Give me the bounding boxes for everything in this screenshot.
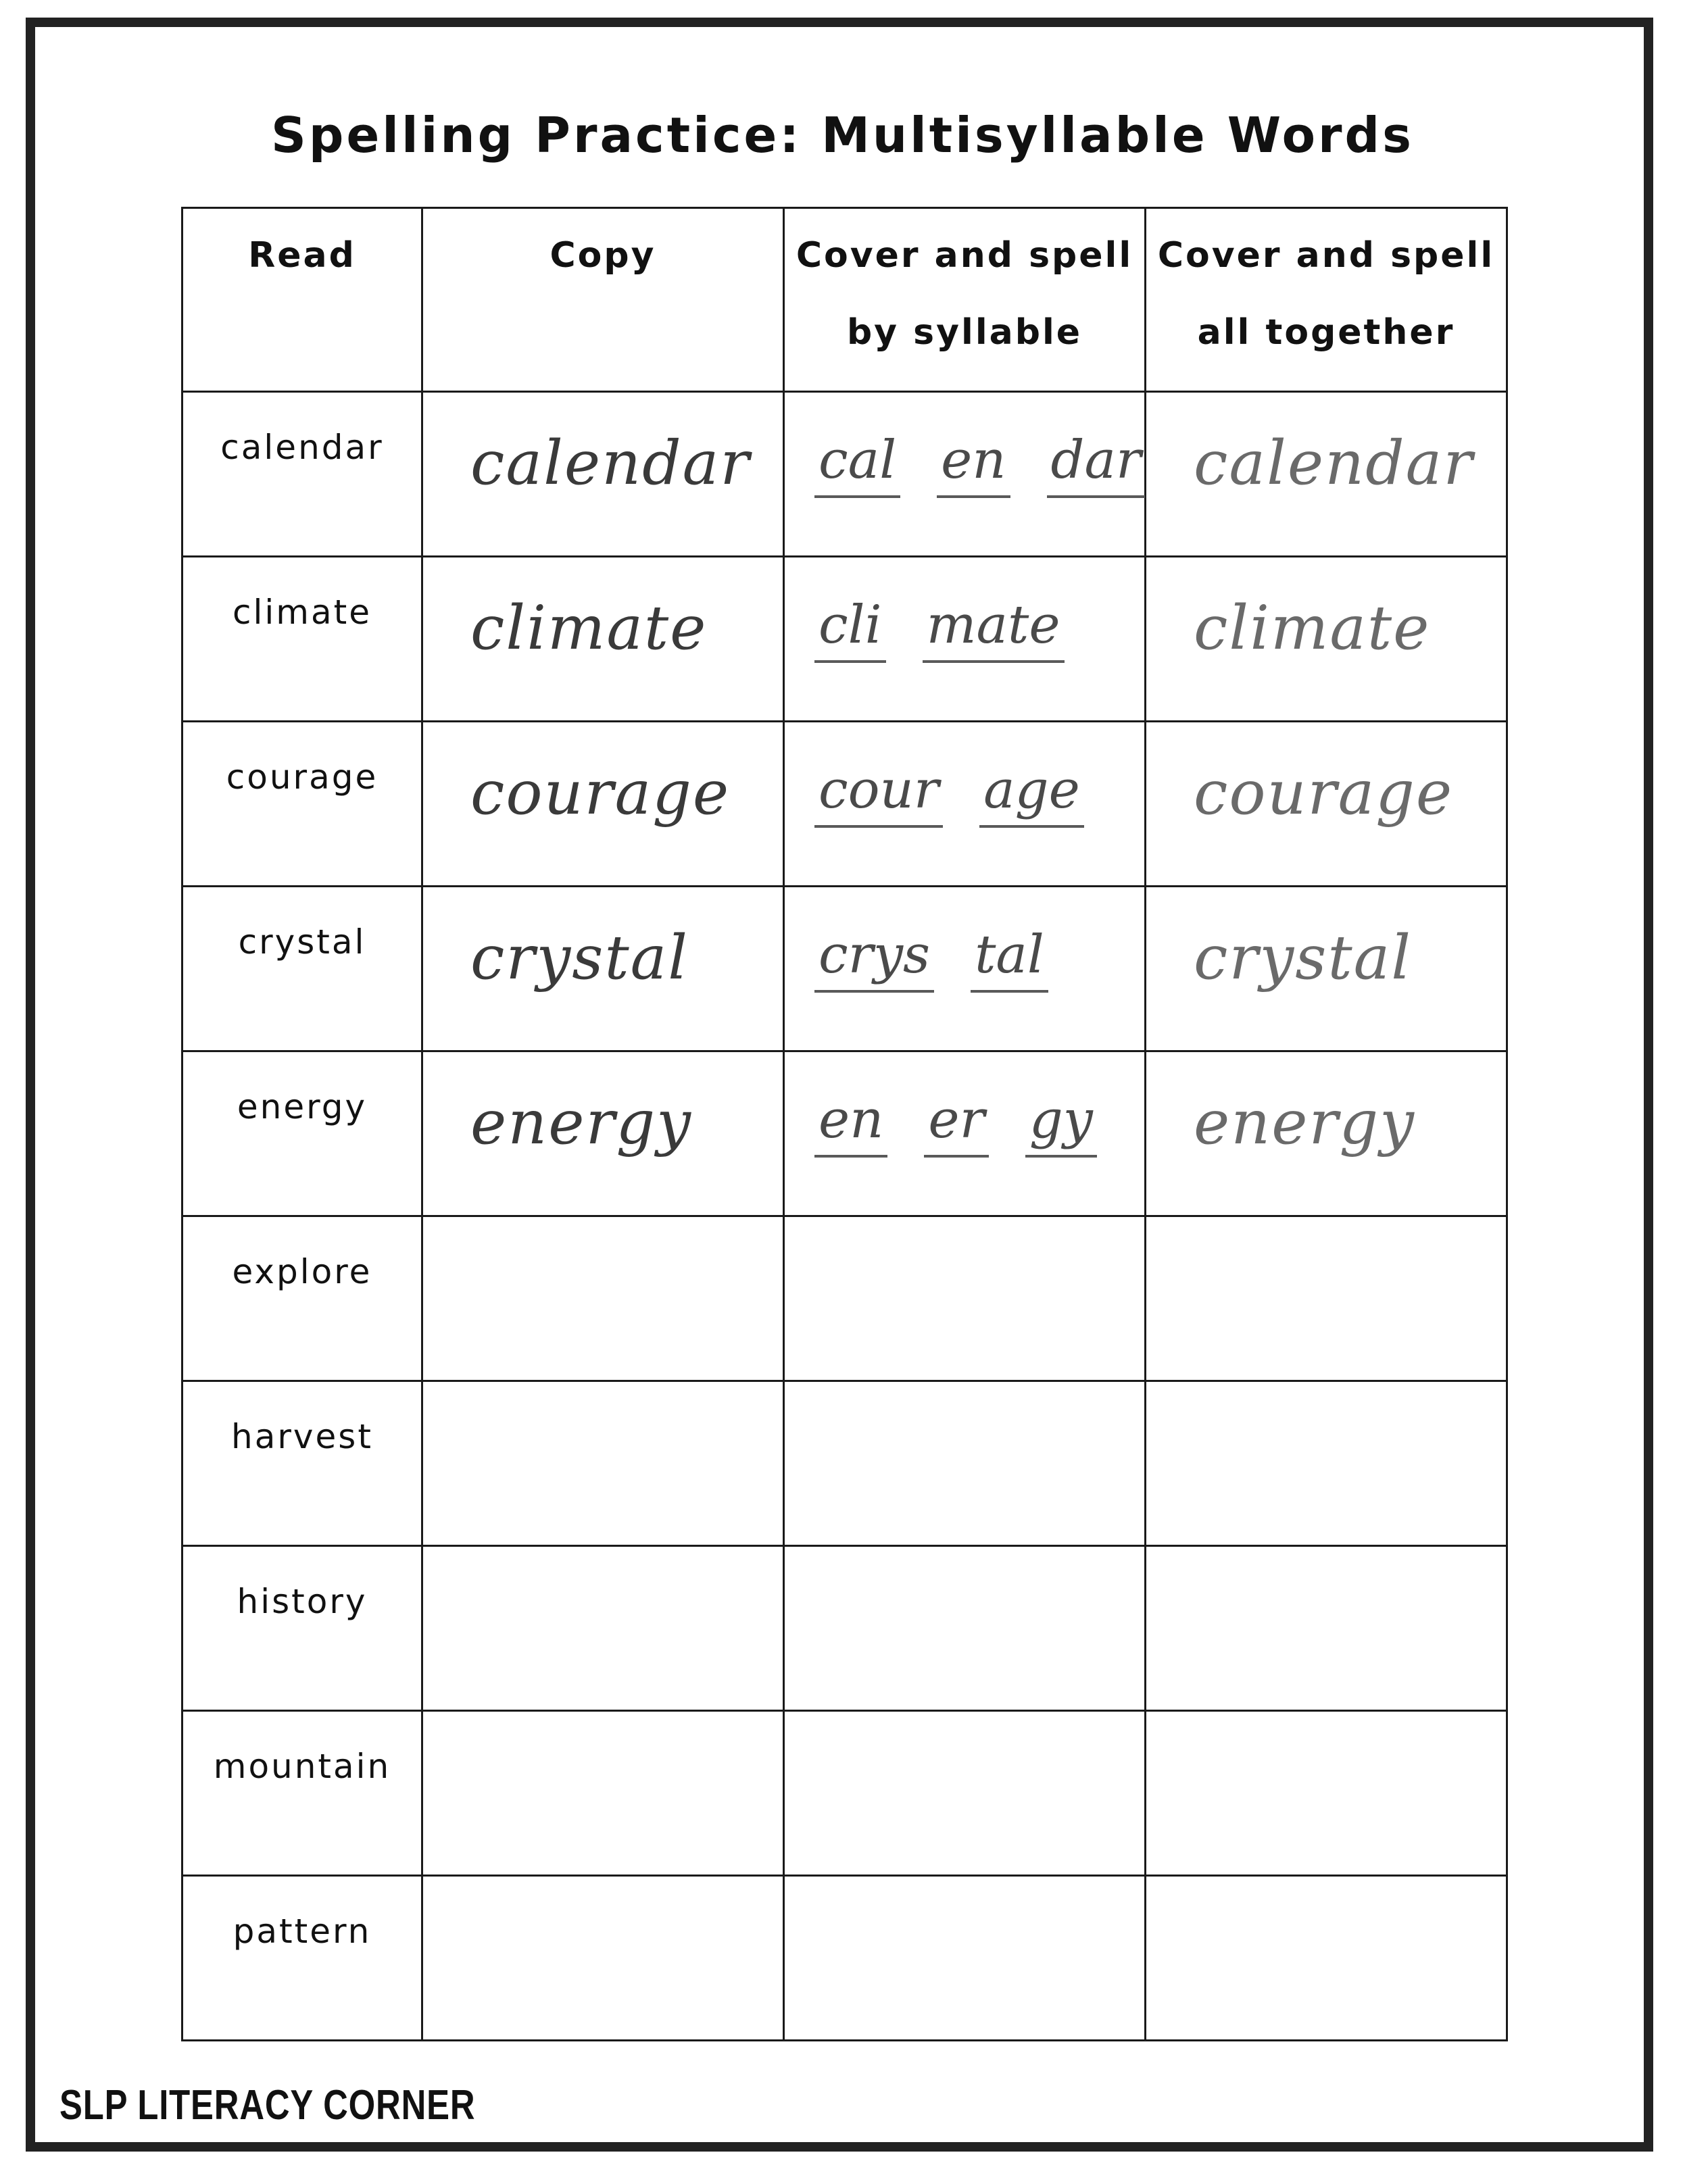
together-cell[interactable] <box>1146 1876 1507 2041</box>
copy-cell[interactable] <box>422 1546 784 1711</box>
read-word: harvest <box>231 1417 373 1456</box>
read-word: explore <box>232 1252 372 1291</box>
header-syllable-line1: Cover and spell <box>796 235 1133 276</box>
table-row <box>182 1546 1507 1711</box>
read-cell <box>182 1711 422 1876</box>
read-word: crystal <box>238 922 366 962</box>
handwritten-syllable: en <box>814 1086 887 1158</box>
syllable-group <box>785 557 1144 663</box>
handwritten-copy: courage <box>470 758 731 828</box>
header-together-line2: all together <box>1197 312 1455 353</box>
syllable-cell[interactable] <box>784 1051 1146 1216</box>
header-together-line1: Cover and spell <box>1157 235 1495 276</box>
together-cell[interactable] <box>1146 722 1507 887</box>
copy-cell[interactable] <box>422 887 784 1051</box>
read-cell <box>182 392 422 557</box>
table-row <box>182 1051 1507 1216</box>
syllable-cell[interactable] <box>784 1381 1146 1546</box>
read-cell <box>182 1216 422 1381</box>
together-cell[interactable] <box>1146 1711 1507 1876</box>
handwritten-syllable: en <box>937 426 1010 498</box>
together-cell[interactable] <box>1146 1051 1507 1216</box>
syllable-cell[interactable] <box>784 887 1146 1051</box>
brand-footer: SLP LITERACY CORNER <box>59 2082 476 2129</box>
handwritten-together: energy <box>1194 1087 1415 1158</box>
copy-cell[interactable] <box>422 1051 784 1216</box>
table-row <box>182 887 1507 1051</box>
table-row <box>182 722 1507 887</box>
syllable-cell[interactable] <box>784 1876 1146 2041</box>
page-title: Spelling Practice: Multisyllable Words <box>271 107 1414 164</box>
read-cell <box>182 1546 422 1711</box>
handwritten-syllable: gy <box>1025 1086 1097 1158</box>
syllable-group <box>785 887 1144 993</box>
table-row <box>182 1381 1507 1546</box>
table-row <box>182 1216 1507 1381</box>
read-cell <box>182 1381 422 1546</box>
handwritten-copy: calendar <box>470 428 751 499</box>
handwritten-syllable: dar <box>1047 426 1146 498</box>
handwritten-syllable: age <box>979 756 1084 828</box>
table-row <box>182 392 1507 557</box>
handwritten-copy: climate <box>470 593 708 664</box>
together-cell[interactable] <box>1146 1216 1507 1381</box>
copy-cell[interactable] <box>422 392 784 557</box>
handwritten-syllable: cour <box>814 756 943 828</box>
table-row <box>182 1711 1507 1876</box>
practice-table <box>181 207 1508 2041</box>
syllable-cell[interactable] <box>784 1216 1146 1381</box>
handwritten-together: crystal <box>1194 922 1413 993</box>
syllable-group <box>785 393 1144 498</box>
read-word: pattern <box>233 1912 372 1951</box>
handwritten-together: courage <box>1194 758 1454 828</box>
copy-cell[interactable] <box>422 557 784 722</box>
syllable-cell[interactable] <box>784 557 1146 722</box>
together-cell[interactable] <box>1146 392 1507 557</box>
syllable-cell[interactable] <box>784 392 1146 557</box>
copy-cell[interactable] <box>422 1711 784 1876</box>
handwritten-copy: energy <box>470 1087 692 1158</box>
copy-cell[interactable] <box>422 1876 784 2041</box>
handwritten-syllable: cal <box>814 426 900 498</box>
handwritten-together: calendar <box>1194 428 1474 499</box>
syllable-cell[interactable] <box>784 722 1146 887</box>
header-read-label: Read <box>248 235 356 276</box>
read-word: calendar <box>220 428 384 467</box>
syllable-group <box>785 1052 1144 1158</box>
read-cell <box>182 1051 422 1216</box>
table-row <box>182 1876 1507 2041</box>
header-read <box>182 208 422 392</box>
handwritten-syllable: tal <box>971 921 1048 993</box>
read-word: energy <box>237 1087 368 1126</box>
handwritten-copy: crystal <box>470 922 689 993</box>
together-cell[interactable] <box>1146 1381 1507 1546</box>
handwritten-syllable: crys <box>814 921 934 993</box>
syllable-group <box>785 722 1144 828</box>
handwritten-together: climate <box>1194 593 1431 664</box>
handwritten-syllable: cli <box>814 591 886 663</box>
header-syllable-line2: by syllable <box>846 312 1083 353</box>
read-cell <box>182 722 422 887</box>
copy-cell[interactable] <box>422 1381 784 1546</box>
handwritten-syllable: mate <box>923 591 1065 663</box>
header-row <box>182 208 1507 392</box>
header-copy-label: Copy <box>550 235 656 276</box>
table-row <box>182 557 1507 722</box>
syllable-cell[interactable] <box>784 1711 1146 1876</box>
read-cell <box>182 557 422 722</box>
handwritten-syllable: er <box>924 1086 988 1158</box>
read-cell <box>182 887 422 1051</box>
read-word: climate <box>233 593 372 632</box>
syllable-cell[interactable] <box>784 1546 1146 1711</box>
read-word: mountain <box>213 1747 391 1786</box>
together-cell[interactable] <box>1146 557 1507 722</box>
header-copy <box>422 208 784 392</box>
read-cell <box>182 1876 422 2041</box>
read-word: history <box>237 1582 368 1621</box>
together-cell[interactable] <box>1146 1546 1507 1711</box>
read-word: courage <box>226 758 378 797</box>
header-spell-by-syllable <box>784 208 1146 392</box>
together-cell[interactable] <box>1146 887 1507 1051</box>
copy-cell[interactable] <box>422 722 784 887</box>
copy-cell[interactable] <box>422 1216 784 1381</box>
header-spell-all-together <box>1146 208 1507 392</box>
